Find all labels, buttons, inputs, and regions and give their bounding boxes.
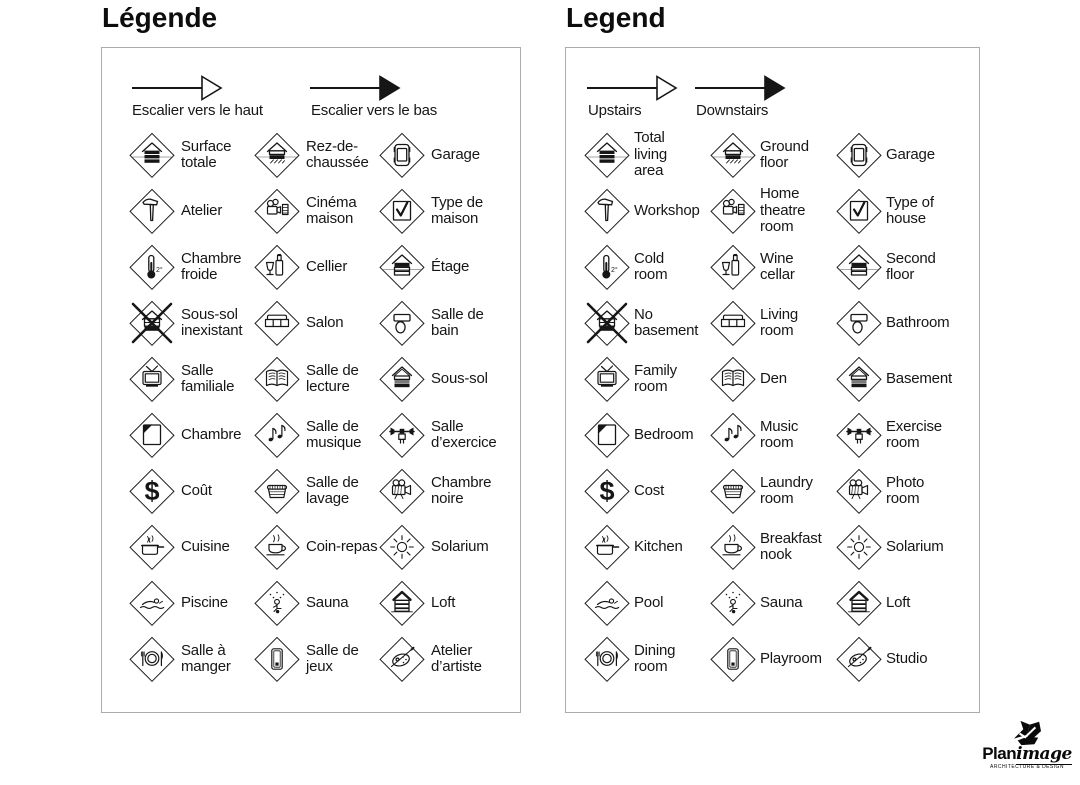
legend-item-label: Salle de lecture [306, 361, 359, 395]
legend-item-label: Workshop [634, 201, 700, 219]
book-icon [710, 356, 756, 402]
wine-icon [254, 244, 300, 290]
stairs-down-label: Escalier vers le bas [311, 102, 438, 119]
legend-item [129, 631, 254, 687]
toilet-icon [836, 300, 882, 346]
stairs-up-label: Upstairs [588, 102, 642, 119]
house-top-icon [836, 244, 882, 290]
legend-item [379, 575, 504, 631]
legend-item [836, 351, 962, 407]
legend-item-label: Living room [760, 305, 798, 339]
legend-item [836, 631, 962, 687]
weights-icon [379, 412, 425, 458]
legend-item [710, 407, 836, 463]
legend-item-label: Type of house [886, 193, 934, 227]
house-top-icon [379, 244, 425, 290]
legend-item-label: Chambre noire [431, 473, 492, 507]
sauna-person-icon [710, 580, 756, 626]
legend-item [129, 239, 254, 295]
legend-item [254, 351, 379, 407]
palette-icon [379, 636, 425, 682]
thermometer-icon [129, 244, 175, 290]
legend-item-label: No basement [634, 305, 699, 339]
legend-item [254, 575, 379, 631]
legend-item-label: Breakfast nook [760, 529, 822, 563]
house-bottom-icon [836, 356, 882, 402]
car-icon [379, 132, 425, 178]
legend-item-label: Basement [886, 369, 952, 387]
check-square-icon [379, 188, 425, 234]
legend-item [584, 295, 710, 351]
legend-item-label: Salon [306, 313, 344, 331]
projector-icon [254, 188, 300, 234]
legend-item [710, 351, 836, 407]
legend-item-label: Salle de musique [306, 417, 362, 451]
tv-icon [584, 356, 630, 402]
pot-icon [584, 524, 630, 570]
game-table-icon [254, 636, 300, 682]
legend-item-label: Coût [181, 481, 212, 499]
legend-item-label: Surface totale [181, 137, 232, 171]
legend-item [129, 351, 254, 407]
legend-item [379, 183, 504, 239]
legend-item [584, 239, 710, 295]
legend-item [584, 183, 710, 239]
stairs-down-arrow-icon [309, 74, 401, 102]
english-panel-title: Legend [566, 2, 666, 33]
legend-item [836, 407, 962, 463]
english-legend-grid [584, 127, 962, 687]
legend-item [129, 127, 254, 183]
cup-icon [254, 524, 300, 570]
stairs-down-label: Downstairs [696, 102, 769, 119]
sofa-icon [254, 300, 300, 346]
legend-item-label: Cost [634, 481, 665, 499]
legend-item-label: Cuisine [181, 537, 230, 555]
legend-item [584, 351, 710, 407]
legend-item [710, 631, 836, 687]
legend-item [379, 295, 504, 351]
hammer-icon [584, 188, 630, 234]
legend-item-label: Chambre [181, 425, 242, 443]
house-layers-icon [584, 132, 630, 178]
legend-item-label: Exercise room [886, 417, 942, 451]
legend-item [379, 239, 504, 295]
legend-item-label: Ground floor [760, 137, 809, 171]
legend-item [379, 407, 504, 463]
toilet-icon [379, 300, 425, 346]
legend-item-label: Den [760, 369, 787, 387]
legend-item [254, 463, 379, 519]
legend-item-label: Salle de jeux [306, 641, 359, 675]
pot-icon [129, 524, 175, 570]
legend-item [129, 407, 254, 463]
swimmer-icon [584, 580, 630, 626]
legend-item-label: Salle d’exercice [431, 417, 497, 451]
legend-item-label: Bedroom [634, 425, 694, 443]
legend-item [379, 127, 504, 183]
legend-item [710, 127, 836, 183]
legend-item [710, 295, 836, 351]
legend-item [129, 575, 254, 631]
legend-item-label: Solarium [431, 537, 489, 555]
legend-item-label: Cellier [306, 257, 348, 275]
logo-tagline: ARCHITECTURE & DESIGN [990, 764, 1064, 770]
legend-item [254, 407, 379, 463]
legend-item-label: Sauna [306, 593, 349, 611]
legend-item [836, 575, 962, 631]
legend-item-label: Cinéma maison [306, 193, 357, 227]
legend-item-label: Atelier [181, 201, 223, 219]
legend-item-label: Laundry room [760, 473, 813, 507]
palette-icon [836, 636, 882, 682]
legend-item [254, 519, 379, 575]
legend-item-label: Pool [634, 593, 664, 611]
legend-item-label: Music room [760, 417, 799, 451]
legend-item-label: Atelier d’artiste [431, 641, 482, 675]
sauna-person-icon [254, 580, 300, 626]
legend-item [584, 127, 710, 183]
legend-item-label: Photo room [886, 473, 925, 507]
stairs-up-arrow-icon [131, 74, 223, 102]
legend-item-label: Sous-sol [431, 369, 488, 387]
legend-item [129, 519, 254, 575]
camera-icon [379, 468, 425, 514]
stairs-down-arrow-icon [694, 74, 786, 102]
legend-item-label: Salle de bain [431, 305, 484, 339]
house-layers-icon [129, 132, 175, 178]
legend-item-label: Family room [634, 361, 677, 395]
legend-item-label: Salle familiale [181, 361, 235, 395]
legend-item [836, 239, 962, 295]
legend-item [254, 239, 379, 295]
basket-icon [710, 468, 756, 514]
projector-icon [710, 188, 756, 234]
legend-item [710, 463, 836, 519]
thermometer-icon [584, 244, 630, 290]
legend-item-label: Loft [886, 593, 911, 611]
planimage-logo [981, 719, 1073, 770]
bed-icon [584, 412, 630, 458]
hammer-icon [129, 188, 175, 234]
planimage-emblem-icon [1010, 719, 1044, 747]
legend-item-label: Kitchen [634, 537, 683, 555]
legend-item-label: Sous-sol inexistant [181, 305, 243, 339]
basket-icon [254, 468, 300, 514]
logo-word-image: image [1016, 744, 1072, 764]
legend-item [254, 127, 379, 183]
legend-item [584, 631, 710, 687]
french-legend-grid [129, 127, 504, 687]
legend-item-label: Chambre froide [181, 249, 242, 283]
legend-item-label: Piscine [181, 593, 228, 611]
planimage-wordmark [981, 745, 1073, 763]
house-ground-icon [254, 132, 300, 178]
legend-item [836, 295, 962, 351]
dollar-icon [129, 468, 175, 514]
legend-item [584, 407, 710, 463]
sun-icon [379, 524, 425, 570]
legend-item-label: Salle à manger [181, 641, 231, 675]
music-notes-icon [710, 412, 756, 458]
legend-item [710, 575, 836, 631]
house-bottom-icon [379, 356, 425, 402]
legend-item [836, 183, 962, 239]
weights-icon [836, 412, 882, 458]
legend-item [379, 351, 504, 407]
french-panel-title: Légende [102, 2, 218, 33]
house-x-icon [129, 300, 175, 346]
stairs-up-arrow-icon [586, 74, 678, 102]
legend-item-label: Étage [431, 257, 470, 275]
dollar-icon [584, 468, 630, 514]
legend-item [836, 463, 962, 519]
plate-icon [584, 636, 630, 682]
legend-item-label: Coin-repas [306, 537, 378, 555]
house-loft-icon [379, 580, 425, 626]
game-table-icon [710, 636, 756, 682]
legend-item-label: Playroom [760, 649, 822, 667]
house-ground-icon [710, 132, 756, 178]
legend-item-label: Solarium [886, 537, 944, 555]
bed-icon [129, 412, 175, 458]
logo-word-plan: Plan [982, 744, 1017, 763]
legend-item-label: Salle de lavage [306, 473, 359, 507]
legend-item [710, 183, 836, 239]
legend-item [379, 519, 504, 575]
legend-item-label: Cold room [634, 249, 668, 283]
legend-item-label: Sauna [760, 593, 803, 611]
legend-item [836, 127, 962, 183]
legend-item-label: Bathroom [886, 313, 950, 331]
sun-icon [836, 524, 882, 570]
legend-item-label: Rez-de-chaussée [306, 137, 369, 171]
legend-item [836, 519, 962, 575]
check-square-icon [836, 188, 882, 234]
legend-item [710, 519, 836, 575]
legend-item [584, 463, 710, 519]
tv-icon [129, 356, 175, 402]
legend-item [379, 631, 504, 687]
legend-item [584, 519, 710, 575]
legend-item-label: Studio [886, 649, 928, 667]
legend-item-label: Type de maison [431, 193, 483, 227]
music-notes-icon [254, 412, 300, 458]
house-loft-icon [836, 580, 882, 626]
legend-item-label: Loft [431, 593, 456, 611]
legend-item [710, 239, 836, 295]
wine-icon [710, 244, 756, 290]
legend-item-label: Second floor [886, 249, 936, 283]
legend-item [129, 183, 254, 239]
legend-item [254, 631, 379, 687]
sofa-icon [710, 300, 756, 346]
legend-item-label: Garage [886, 145, 935, 163]
legend-item-label: Home theatre room [760, 185, 806, 236]
legend-item-label: Total living area [634, 129, 667, 180]
legend-item [379, 463, 504, 519]
car-icon [836, 132, 882, 178]
legend-item-label: Wine cellar [760, 249, 795, 283]
legend-item [584, 575, 710, 631]
legend-item [254, 295, 379, 351]
plate-icon [129, 636, 175, 682]
book-icon [254, 356, 300, 402]
legend-item-label: Dining room [634, 641, 676, 675]
stairs-up-label: Escalier vers le haut [132, 102, 263, 119]
legend-item [254, 183, 379, 239]
swimmer-icon [129, 580, 175, 626]
legend-item [129, 295, 254, 351]
house-x-icon [584, 300, 630, 346]
legend-item-label: Garage [431, 145, 480, 163]
cup-icon [710, 524, 756, 570]
camera-icon [836, 468, 882, 514]
legend-item [129, 463, 254, 519]
